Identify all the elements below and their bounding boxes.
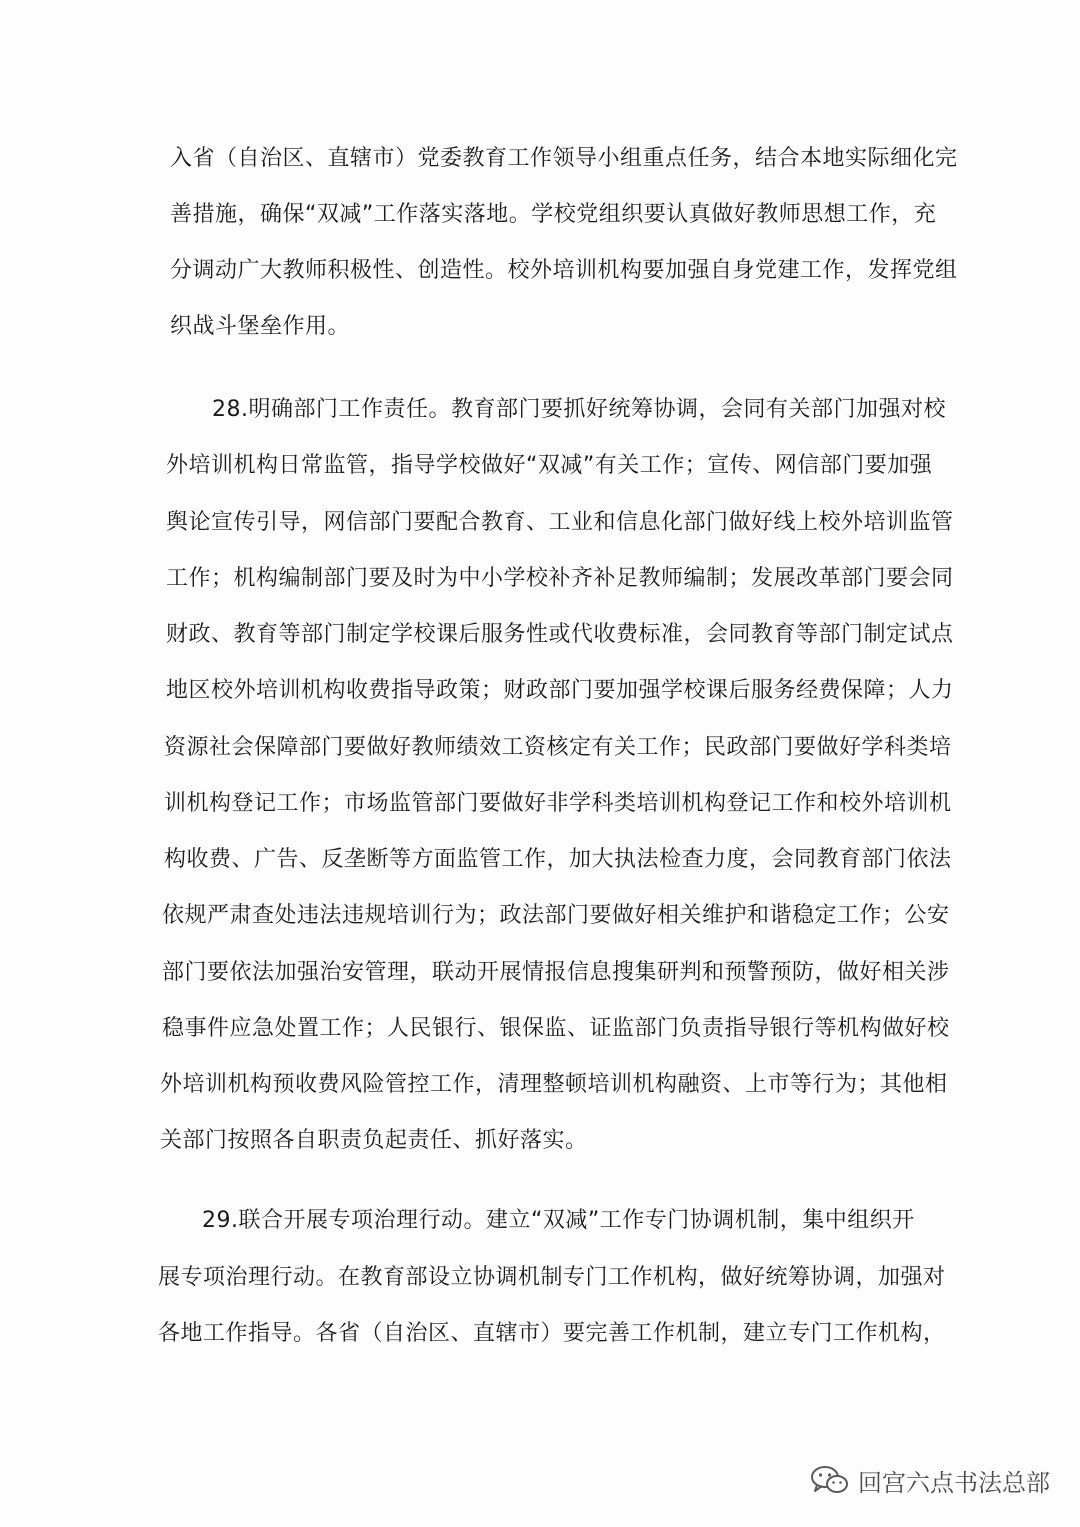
text-line: 外培训机构日常监管，指导学校做好“双减”有关工作；宣传、网信部门要加强 bbox=[166, 453, 933, 478]
text-line: 部门要依法加强治安管理，联动开展情报信息搜集研判和预警预防，做好相关涉 bbox=[162, 960, 950, 985]
watermark-text: 回宫六点书法总部 bbox=[858, 1468, 1050, 1497]
text-line: 财政、教育等部门制定学校课后服务性或代收费标准，会同教育等部门制定试点 bbox=[166, 622, 954, 647]
text-line: 舆论宣传引导，网信部门要配合教育、工业和信息化部门做好线上校外培训监管 bbox=[166, 510, 954, 535]
text-line: 28.明确部门工作责任。教育部门要抓好统筹协调，会同有关部门加强对校 bbox=[212, 397, 946, 422]
text-line: 分调动广大教师积极性、创造性。校外培训机构要加强自身党建工作，发挥党组 bbox=[170, 258, 958, 283]
text-line: 构收费、广告、反垄断等方面监管工作，加大执法检查力度，会同教育部门依法 bbox=[164, 847, 952, 872]
watermark bbox=[810, 1460, 1050, 1500]
text-line: 关部门按照各自职责负起责任、抓好落实。 bbox=[160, 1128, 588, 1153]
text-line: 入省（自治区、直辖市）党委教育工作领导小组重点任务，结合本地实际细化完 bbox=[170, 146, 958, 171]
text-line: 稳事件应急处置工作；人民银行、银保监、证监部门负责指导银行等机构做好校 bbox=[162, 1016, 950, 1041]
text-line: 资源社会保障部门要做好教师绩效工资核定有关工作；民政部门要做好学科类培 bbox=[164, 735, 952, 760]
text-line: 善措施，确保“双减”工作落实落地。学校党组织要认真做好教师思想工作，充 bbox=[170, 202, 937, 227]
text-line: 外培训机构预收费风险管控工作，清理整顿培训机构融资、上市等行为；其他相 bbox=[160, 1072, 948, 1097]
text-line: 织战斗堡垒作用。 bbox=[170, 314, 351, 339]
text-line: 各地工作指导。各省（自治区、直辖市）要完善工作机制，建立专门工作机构， bbox=[158, 1321, 946, 1346]
text-line: 依规严肃查处违法违规培训行为；政法部门要做好相关维护和谐稳定工作；公安 bbox=[162, 903, 950, 928]
text-line: 地区校外培训机构收费指导政策；财政部门要加强学校课后服务经费保障；人力 bbox=[166, 678, 954, 703]
text-line: 展专项治理行动。在教育部设立协调机制专门工作机构，做好统筹协调，加强对 bbox=[158, 1265, 946, 1290]
text-line: 29.联合开展专项治理行动。建立“双减”工作专门协调机制，集中组织开 bbox=[202, 1208, 915, 1233]
text-line: 工作；机构编制部门要及时为中小学校补齐补足教师编制；发展改革部门要会同 bbox=[166, 566, 954, 591]
text-line: 训机构登记工作；市场监管部门要做好非学科类培训机构登记工作和校外培训机 bbox=[164, 791, 952, 816]
wechat-icon bbox=[810, 1464, 850, 1496]
